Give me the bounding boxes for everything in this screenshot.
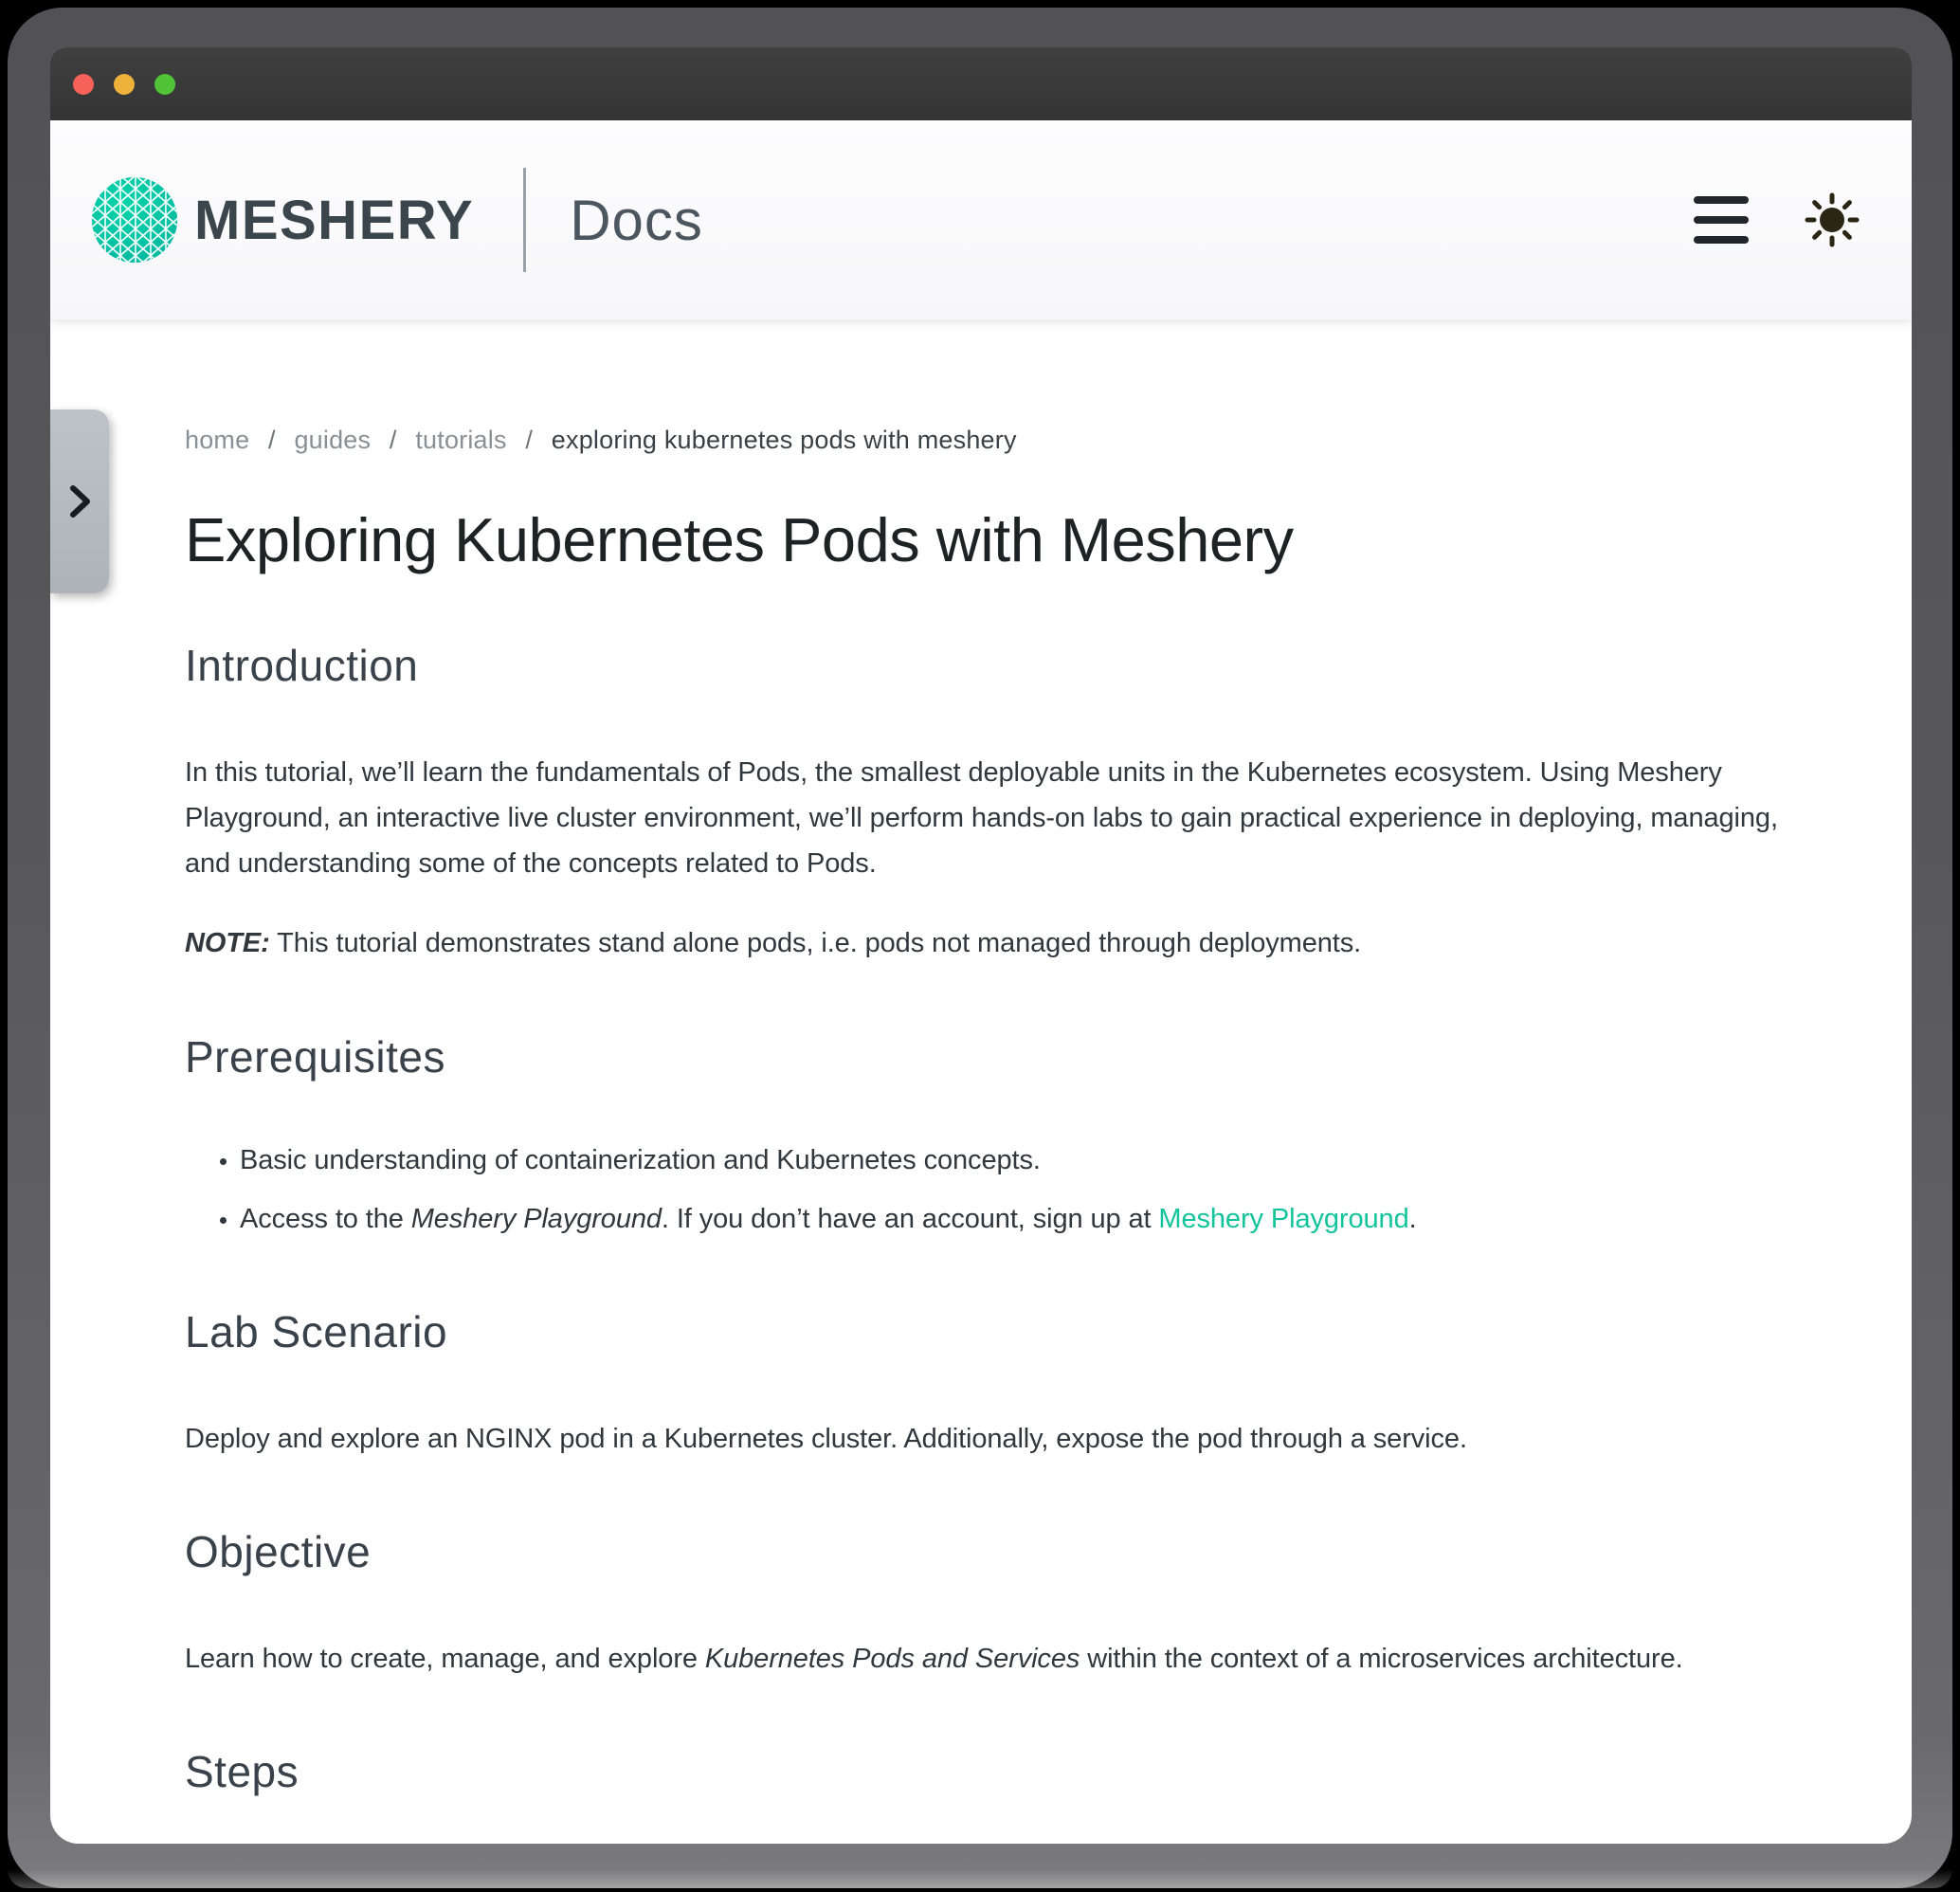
sidebar-toggle-button[interactable] bbox=[50, 409, 109, 593]
objective-text: within the context of a microservices architecture. bbox=[1080, 1643, 1683, 1674]
objective-paragraph bbox=[185, 1636, 1796, 1682]
site-header bbox=[50, 120, 1912, 319]
window-frame bbox=[8, 8, 1952, 1888]
meshery-logo-icon[interactable] bbox=[90, 175, 179, 264]
objective-italic-text: Kubernetes Pods and Services bbox=[704, 1643, 1080, 1674]
heading-introduction: Introduction bbox=[185, 641, 419, 690]
header-divider bbox=[523, 168, 526, 272]
intro-note bbox=[185, 920, 1796, 966]
zoom-window-button[interactable] bbox=[154, 74, 175, 95]
prereq-text: Access to the bbox=[240, 1203, 411, 1234]
window-titlebar bbox=[50, 47, 1912, 120]
breadcrumb-link-tutorials[interactable]: tutorials bbox=[415, 426, 507, 454]
breadcrumb-separator: / bbox=[525, 426, 534, 454]
heading-objective: Objective bbox=[185, 1526, 372, 1576]
objective-text: Learn how to create, manage, and explore bbox=[185, 1643, 705, 1674]
heading-prerequisites: Prerequisites bbox=[185, 1031, 445, 1082]
breadcrumb-separator: / bbox=[389, 426, 397, 454]
prerequisites-list bbox=[185, 1137, 1796, 1242]
meshery-playground-link[interactable]: Meshery Playground bbox=[1158, 1203, 1409, 1234]
prerequisite-item bbox=[240, 1196, 1796, 1242]
heading-lab-scenario: Lab Scenario bbox=[185, 1306, 448, 1356]
hamburger-menu-icon[interactable] bbox=[1690, 192, 1752, 247]
docs-site-title[interactable]: Docs bbox=[570, 188, 703, 252]
lab-scenario-paragraph: Deploy and explore an NGINX pod in a Kubernetes cluster. Additionally, expose the pod through a service. bbox=[185, 1423, 1467, 1454]
close-window-button[interactable] bbox=[73, 74, 94, 95]
breadcrumb-link-home[interactable]: home bbox=[185, 426, 250, 454]
heading-steps: Steps bbox=[185, 1747, 299, 1796]
browser-window bbox=[50, 47, 1912, 1844]
intro-paragraph: In this tutorial, we’ll learn the fundamentals of Pods, the smallest deployable units in the Kubernetes ecosystem. Using Meshery Playground, an interactive live cluster environment, we’ll perform hands-on labs to gain practical experience in deploying, managing, and understanding some of the concepts related to Pods. bbox=[185, 757, 1778, 880]
breadcrumb-current-page: exploring kubernetes pods with meshery bbox=[551, 426, 1017, 454]
prerequisite-item: • Basic understanding of containerization and Kubernetes concepts. bbox=[240, 1137, 1796, 1183]
minimize-window-button[interactable] bbox=[114, 74, 135, 95]
doc-content bbox=[50, 319, 1912, 1797]
prereq-italic-text: Meshery Playground bbox=[410, 1203, 662, 1234]
page-title: Exploring Kubernetes Pods with Meshery bbox=[185, 505, 1294, 574]
header-actions bbox=[1690, 190, 1862, 250]
note-text: This tutorial demonstrates stand alone pods, i.e. pods not managed through deployments. bbox=[269, 928, 1362, 959]
breadcrumb bbox=[185, 426, 1796, 455]
prereq-text: . bbox=[1408, 1203, 1417, 1234]
brand-wordmark[interactable]: MESHERY bbox=[194, 189, 475, 251]
theme-toggle-sun-icon[interactable] bbox=[1802, 190, 1862, 250]
breadcrumb-separator: / bbox=[268, 426, 276, 454]
prereq-text: . If you don’t have an account, sign up at bbox=[661, 1203, 1159, 1234]
chevron-right-icon bbox=[63, 481, 97, 522]
note-label: NOTE: bbox=[185, 928, 270, 959]
breadcrumb-link-guides[interactable]: guides bbox=[294, 426, 372, 454]
